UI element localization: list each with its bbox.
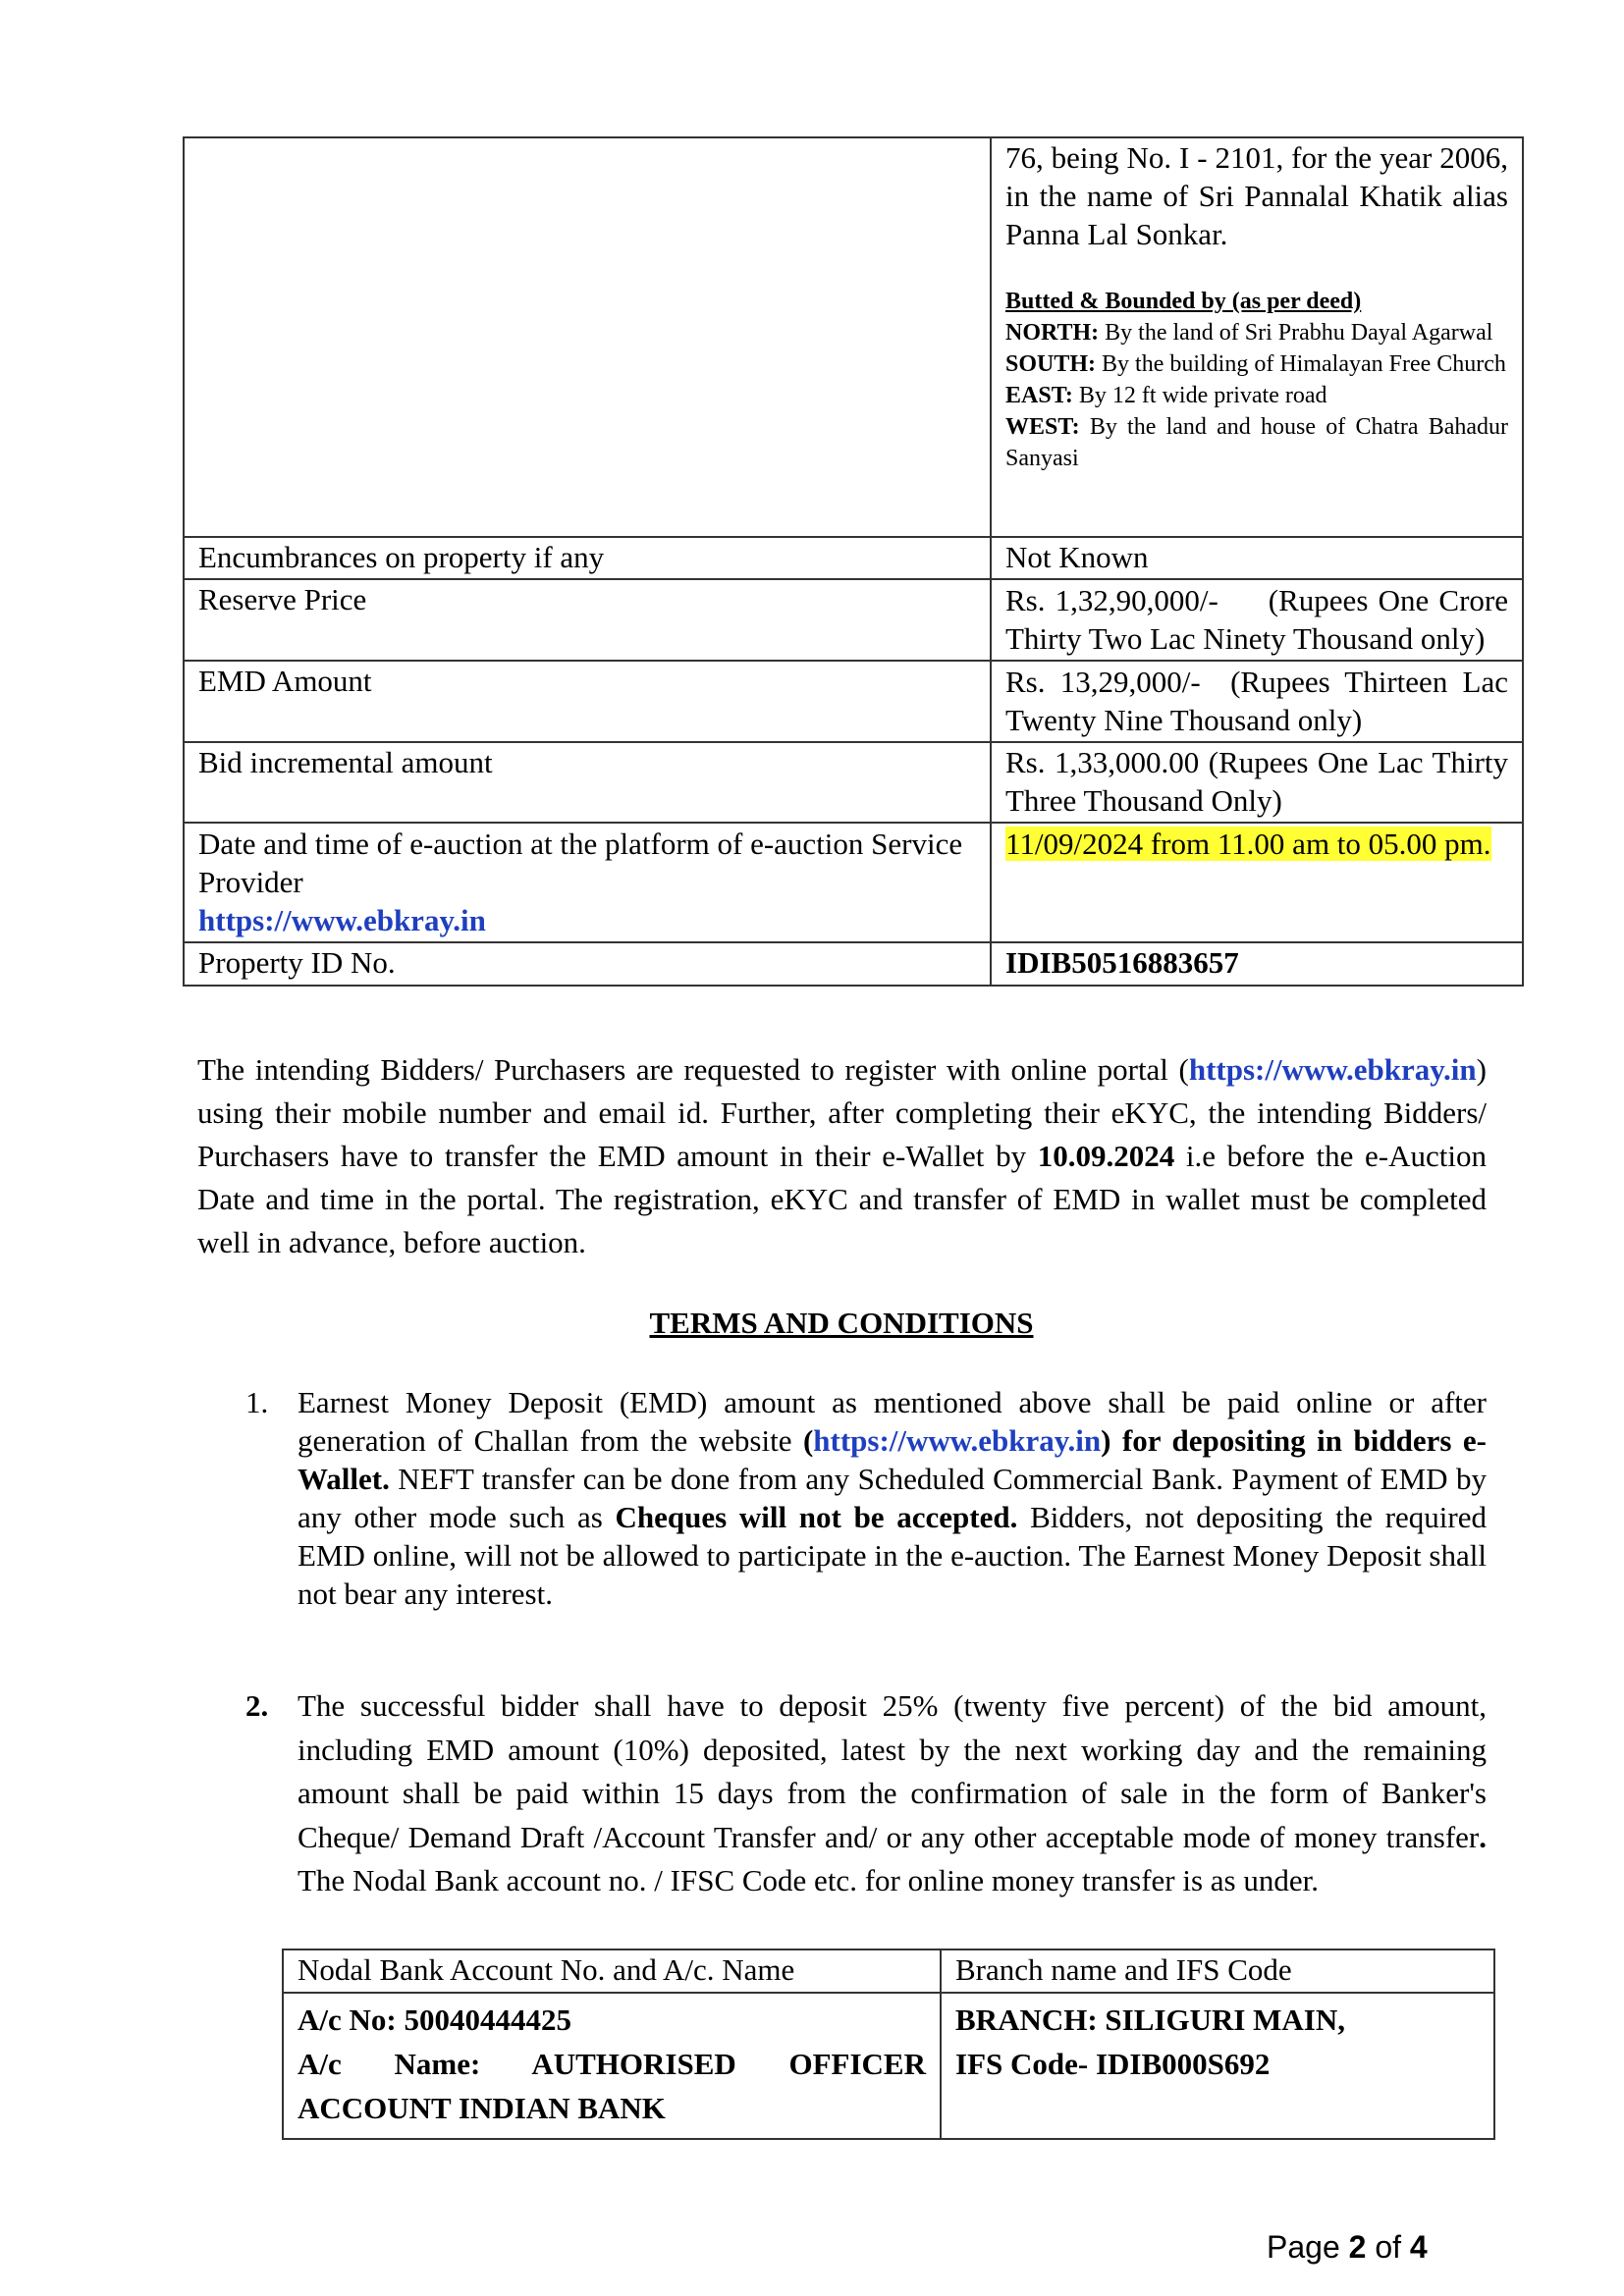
table-row xyxy=(283,1993,1494,2139)
row-label: Encumbrances on property if any xyxy=(184,537,991,579)
term-text: Earnest Money Deposit (EMD) amount as mentioned above shall be paid online or after generation of Challan from the website (https://www.ebkray.in) for depositing in bidders e-Wallet. NEFT transfer can be done from any Scheduled Commercial Bank. Payment of EMD by any other mode such as Cheques will not be accepted. Bidders, not depositing the required EMD online, will not be allowed to participate in the e-auction. The Earnest Money Deposit shall not bear any interest. xyxy=(298,1385,1487,1611)
term-item-2 xyxy=(245,1684,1487,1903)
highlighted-date: 11/09/2024 from 11.00 am to 05.00 pm. xyxy=(1005,827,1491,862)
nodal-account-details xyxy=(283,1993,941,2139)
account-number: A/c No: 50040444425 xyxy=(298,2002,571,2037)
bidder-instructions-paragraph: The intending Bidders/ Purchasers are requested to register with online portal (https://www.ebkray.in) using their mobile number and email id. Further, after completing their eKYC, the intending Bidders/ Purchasers have to transfer the EMD amount in their e-Wallet by 10.09.2024 i.e before the e-Auction Date and time in the portal. The registration, eKYC and transfer of EMD in wallet must be completed well in advance, before auction. xyxy=(197,1052,1487,1259)
east-boundary: EAST: By 12 ft wide private road xyxy=(1005,382,1327,408)
nodal-header-account: Nodal Bank Account No. and A/c. Name xyxy=(283,1949,941,1993)
ebkray-link[interactable]: https://www.ebkray.in xyxy=(198,903,486,938)
page-number: Page 2 of 4 xyxy=(1267,2229,1428,2265)
north-boundary: NORTH: By the land of Sri Prabhu Dayal Agarwal xyxy=(1005,320,1493,347)
row-value: Not Known xyxy=(991,537,1523,579)
ebkray-link[interactable]: https://www.ebkray.in xyxy=(813,1423,1102,1458)
account-name-cont: ACCOUNT INDIAN BANK xyxy=(298,2091,666,2125)
term-number: 1. xyxy=(245,1385,269,1419)
term-text: The successful bidder shall have to deposit 25% (twenty five percent) of the bid amount, including EMD amount (10%) deposited, latest by the next working day and the remaining amount shall be paid within 15 days from the confirmation of sale in the form of Banker's Cheque/ Demand Draft /Account Transfer and/ or any other acceptable mode of money transfer. The Nodal Bank account no. / IFSC Code etc. for online money transfer is as under. xyxy=(298,1688,1487,1897)
property-details-table xyxy=(183,136,1524,987)
ifs-code: IFS Code- IDIB000S692 xyxy=(955,2047,1271,2081)
deed-text: 76, being No. I - 2101, for the year 2006, in the name of Sri Pannalal Khatik alias Panna Lal Sonkar. xyxy=(1005,140,1508,251)
auction-date-label: Date and time of e-auction at the platform of e-auction Service Provider https://www.ebkray.in xyxy=(184,823,991,942)
table-row xyxy=(184,942,1523,985)
ebkray-link[interactable]: https://www.ebkray.in xyxy=(1188,1052,1477,1087)
term-number: 2. xyxy=(245,1688,269,1723)
table-row xyxy=(184,137,1523,537)
row-label: Reserve Price xyxy=(184,579,991,661)
emd-deadline-date: 10.09.2024 xyxy=(1037,1139,1175,1173)
table-row xyxy=(184,742,1523,823)
property-id-value: IDIB50516883657 xyxy=(991,942,1523,985)
deed-cell xyxy=(991,137,1523,537)
account-name: A/c Name: AUTHORISED OFFICER xyxy=(298,2047,926,2081)
row-label: Property ID No. xyxy=(184,942,991,985)
table-row xyxy=(184,823,1523,942)
auction-date-value xyxy=(991,823,1523,942)
boundaries-block xyxy=(1005,287,1508,474)
nodal-header-branch: Branch name and IFS Code xyxy=(941,1949,1494,1993)
term-item-1 xyxy=(245,1383,1487,1613)
table-row xyxy=(283,1949,1494,1993)
south-boundary: SOUTH: By the building of Himalayan Free Church xyxy=(1005,351,1506,378)
branch-name: BRANCH: SILIGURI MAIN, xyxy=(955,2002,1346,2037)
nodal-branch-details xyxy=(941,1993,1494,2139)
reserve-price-value: Rs. 1,32,90,000/- (Rupees One Crore Thirty Two Lac Ninety Thousand only) xyxy=(991,579,1523,661)
terms-heading: TERMS AND CONDITIONS xyxy=(649,1306,1034,1340)
bounds-heading: Butted & Bounded by (as per deed) xyxy=(1005,289,1362,315)
table-row xyxy=(184,537,1523,579)
row-label: EMD Amount xyxy=(184,661,991,742)
table-row xyxy=(184,579,1523,661)
row-label: Bid incremental amount xyxy=(184,742,991,823)
bid-increment-value: Rs. 1,33,000.00 (Rupees One Lac Thirty Three Thousand Only) xyxy=(991,742,1523,823)
emd-amount-value: Rs. 13,29,000/- (Rupees Thirteen Lac Twenty Nine Thousand only) xyxy=(991,661,1523,742)
west-boundary: WEST: By the land and house of Chatra Bahadur Sanyasi xyxy=(1005,413,1509,471)
empty-cell xyxy=(184,137,991,537)
table-row xyxy=(184,661,1523,742)
nodal-bank-table xyxy=(282,1949,1495,2140)
